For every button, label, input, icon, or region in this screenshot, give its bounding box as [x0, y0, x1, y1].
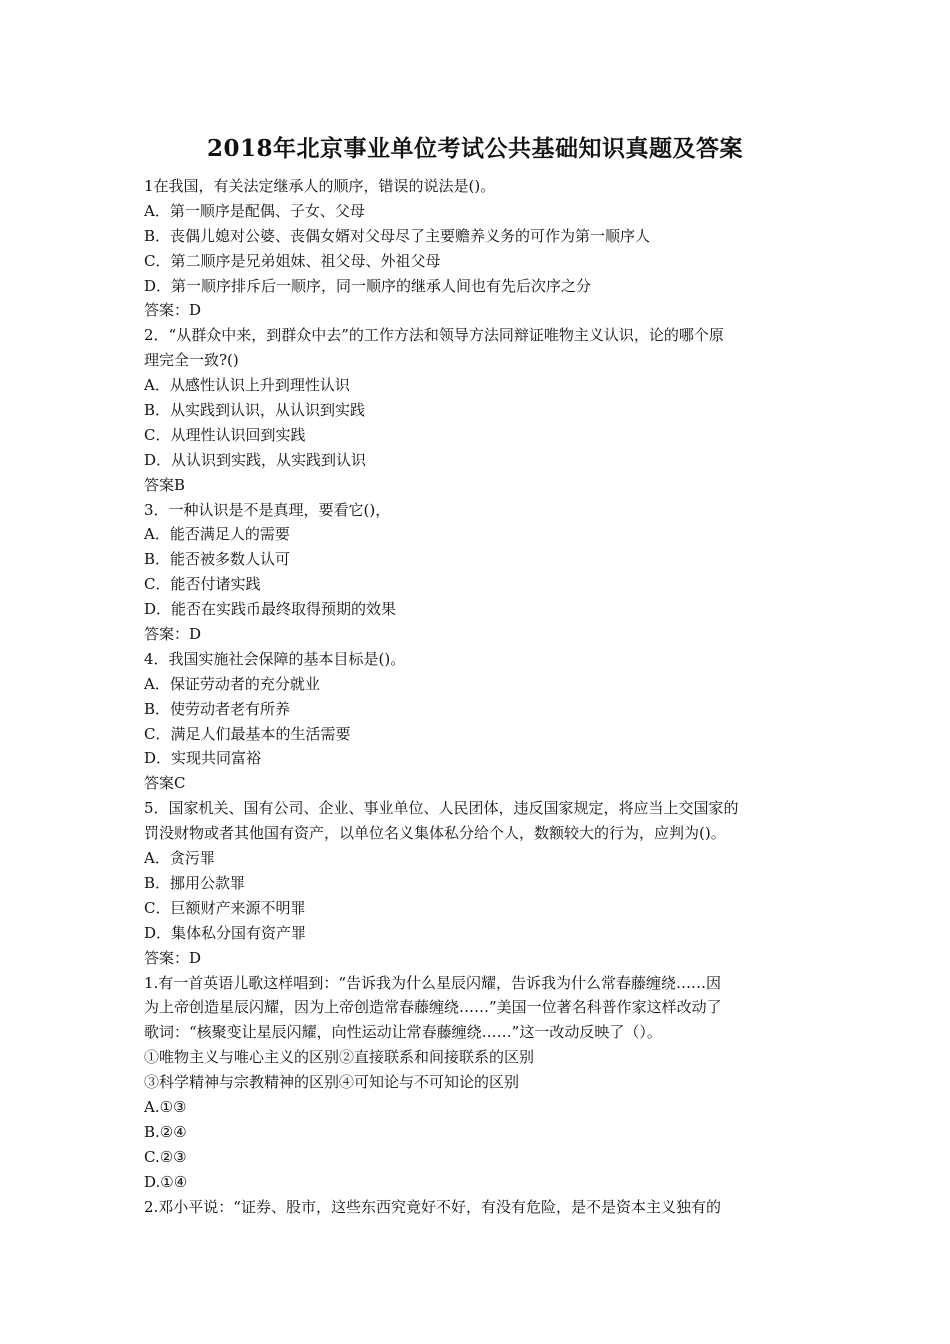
text-line: 歌词：“核聚变让星辰闪耀，向性运动让常春藤缠绕……”这一改动反映了（）。 — [144, 1023, 662, 1042]
text-line: B．挪用公款罪 — [144, 873, 246, 892]
text-line: D．集体私分国有资产罪 — [144, 923, 307, 942]
text-line: D．实现共同富裕 — [144, 749, 262, 768]
text-line: 2.邓小平说：“证券、股市，这些东西究竟好不好，有没有危险，是不是资本主义独有的 — [144, 1197, 721, 1216]
text-line: 罚没财物或者其他国有资产，以单位名义集体私分给个人，数额较大的行为，应判为()。 — [144, 824, 726, 843]
text-line: A．从感性认识上升到理性认识 — [144, 376, 350, 395]
text-line: B．使劳动者老有所养 — [144, 699, 291, 718]
text-line: A．第一顺序是配偶、子女、父母 — [144, 201, 365, 220]
text-line: 1.有一首英语儿歌这样唱到：“告诉我为什么星辰闪耀，告诉我为什么常春藤缠绕……因 — [144, 973, 721, 992]
text-line: 4．我国实施社会保障的基本目标是()。 — [144, 649, 406, 668]
page-title: 2018年北京事业单位考试公共基础知识真题及答案 — [206, 135, 743, 162]
text-line: D．能否在实践币最终取得预期的效果 — [144, 600, 397, 619]
text-line: 为上帝创造星辰闪耀，因为上帝创造常春藤缠绕……”美国一位著名科普作家这样改动了 — [144, 998, 722, 1017]
text-line: 3．一种认识是不是真理，要看它()， — [144, 500, 391, 519]
text-line: C．从理性认识回到实践 — [144, 425, 306, 444]
text-line: C．巨额财产来源不明罪 — [144, 898, 306, 917]
text-line: C．满足人们最基本的生活需要 — [144, 724, 351, 743]
text-line: D．第一顺序排斥后一顺序，同一顺序的继承人间也有先后次序之分 — [144, 276, 592, 295]
text-line: 答案：D — [144, 625, 202, 644]
text-line: A．能否满足人的需要 — [144, 525, 290, 544]
text-line: C．能否付诸实践 — [144, 575, 261, 594]
text-line: 理完全一致?() — [144, 351, 239, 370]
text-line: B．从实践到认识，从认识到实践 — [144, 401, 366, 420]
text-line: A．保证劳动者的充分就业 — [144, 674, 320, 693]
text-line: C.②③ — [144, 1147, 187, 1166]
text-line: 1在我国，有关法定继承人的顺序，错误的说法是()。 — [144, 177, 496, 195]
text-line: C．第二顺序是兄弟姐妹、祖父母、外祖父母 — [144, 251, 441, 270]
text-line: 答案C — [144, 774, 186, 793]
text-line: 2．“从群众中来，到群众中去”的工作方法和领导方法同辩证唯物主义认识，论的哪个原 — [144, 326, 724, 345]
text-line: B.②④ — [144, 1122, 187, 1141]
text-line: 答案B — [144, 475, 186, 494]
text-line: D.①④ — [144, 1172, 188, 1191]
document-body — [144, 174, 816, 1219]
text-line: B．丧偶儿媳对公婆、丧偶女婿对父母尽了主要赡养义务的可作为第一顺序人 — [144, 226, 651, 245]
text-line: A．贪污罪 — [144, 849, 215, 868]
text-line: D．从认识到实践，从实践到认识 — [144, 450, 367, 469]
text-line: B．能否被多数人认可 — [144, 550, 291, 569]
text-line: ③科学精神与宗教精神的区别④可知论与不可知论的区别 — [144, 1073, 520, 1092]
text-line: 5．国家机关、国有公司、企业、事业单位、人民团体，违反国家规定，将应当上交国家的 — [144, 799, 739, 818]
text-line: ①唯物主义与唯心主义的区别②直接联系和间接联系的区别 — [144, 1048, 535, 1067]
text-line: 答案：D — [144, 301, 202, 320]
text-line: 答案：D — [144, 948, 202, 967]
text-line: A.①③ — [144, 1097, 187, 1116]
